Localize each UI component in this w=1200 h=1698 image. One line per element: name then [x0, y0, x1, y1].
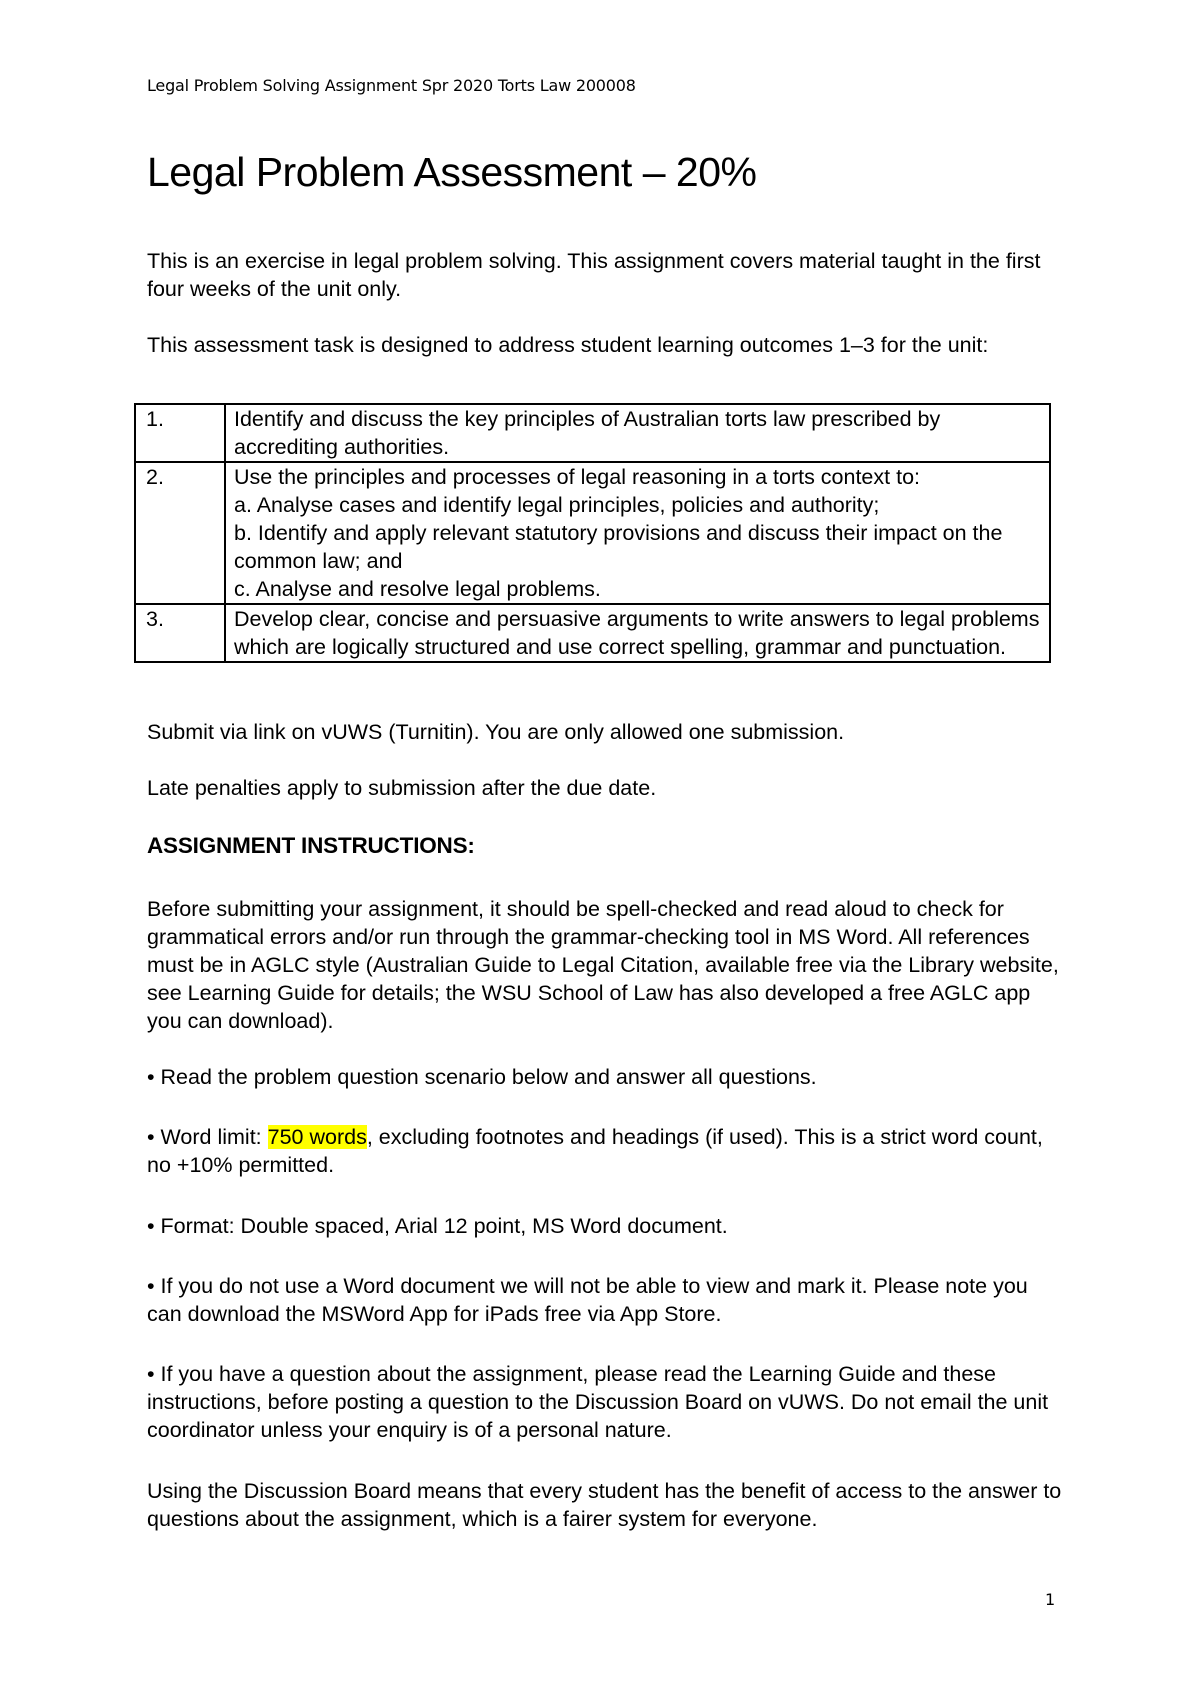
outcome-line: a. Analyse cases and identify legal principles, policies and authority;: [234, 493, 880, 517]
bullet-format: • Format: Double spaced, Arial 12 point, MS Word document.: [147, 1214, 728, 1238]
submission-paragraph: Submit via link on vUWS (Turnitin). You are only allowed one submission.: [147, 720, 845, 744]
bullet-read-scenario: • Read the problem question scenario below and answer all questions.: [147, 1065, 817, 1089]
running-header: Legal Problem Solving Assignment Spr 2020 Torts Law 200008: [147, 76, 636, 95]
intro-paragraph-1: This is an exercise in legal problem solving. This assignment covers material taught in the first four weeks of the unit only.: [147, 249, 1041, 301]
outcome-text: [225, 404, 1050, 462]
outcome-text: [225, 604, 1050, 662]
instructions-heading: ASSIGNMENT INSTRUCTIONS:: [147, 833, 475, 858]
bullet-word-limit: [147, 1123, 1067, 1179]
outcome-line: Develop clear, concise and persuasive arguments to write answers to legal problems which are logically structured and use correct spelling, grammar and punctuation.: [234, 607, 1040, 659]
table-row: [135, 404, 1050, 462]
page-number: 1: [1045, 1590, 1056, 1609]
outcome-number: 3.: [135, 604, 225, 662]
learning-outcomes-table: [134, 403, 1051, 663]
outcome-line: c. Analyse and resolve legal problems.: [234, 577, 601, 601]
outcome-line: Identify and discuss the key principles of Australian torts law prescribed by accrediting authorities.: [234, 407, 941, 459]
word-limit-suffix: , excluding footnotes and headings (if used). This is a strict word count, no +10% permitted.: [147, 1125, 1043, 1177]
outcome-line: b. Identify and apply relevant statutory provisions and discuss their impact on the common law; and: [234, 521, 1003, 573]
word-limit-highlight: 750 words: [267, 1125, 367, 1149]
bullet-questions: • If you have a question about the assignment, please read the Learning Guide and these instructions, before posting a question to the Discussion Board on vUWS. Do not email the unit coordinator unless your enquiry is of a personal nature.: [147, 1362, 1049, 1442]
intro-paragraph-2: This assessment task is designed to address student learning outcomes 1–3 for the unit:: [147, 333, 989, 357]
outcome-number: 1.: [135, 404, 225, 462]
table-row: [135, 604, 1050, 662]
outcome-number: 2.: [135, 462, 225, 604]
word-limit-prefix: • Word limit:: [147, 1125, 268, 1149]
page-title: Legal Problem Assessment – 20%: [147, 149, 757, 195]
discussion-board-paragraph: Using the Discussion Board means that every student has the benefit of access to the answer to questions about the assignment, which is a fairer system for everyone.: [147, 1479, 1062, 1531]
before-submitting-paragraph: Before submitting your assignment, it should be spell-checked and read aloud to check for grammatical errors and/or run through the grammar-checking tool in MS Word. All references must be in AGLC style (Australian Guide to Legal Citation, available free via the Library website, see Learning Guide for details; the WSU School of Law has also developed a free AGLC app you can download).: [147, 897, 1059, 1033]
bullet-word-document: • If you do not use a Word document we will not be able to view and mark it. Please note you can download the MSWord App for iPads free via App Store.: [147, 1274, 1028, 1326]
table-row: [135, 462, 1050, 604]
outcome-line: Use the principles and processes of legal reasoning in a torts context to:: [234, 465, 920, 489]
outcome-text: [225, 462, 1050, 604]
late-penalties-paragraph: Late penalties apply to submission after the due date.: [147, 776, 657, 800]
